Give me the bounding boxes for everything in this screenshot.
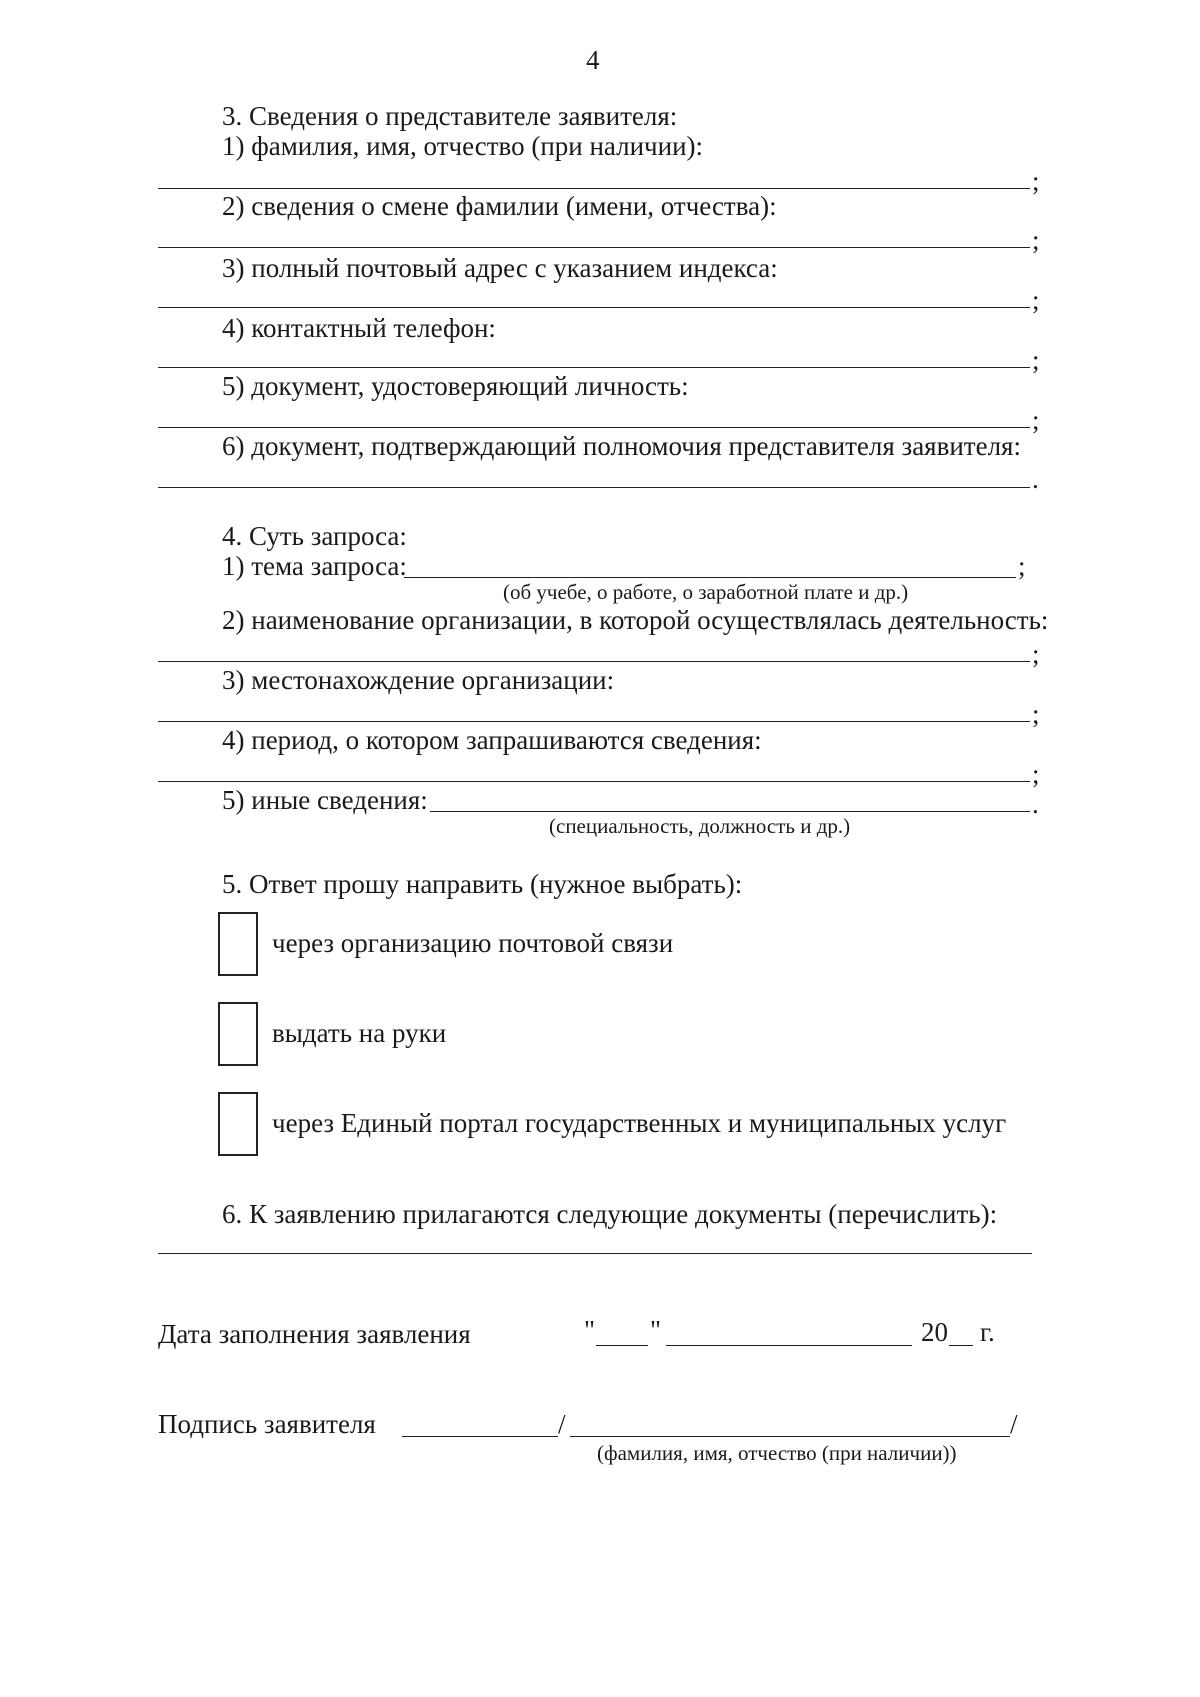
section3-item-1-line[interactable] xyxy=(158,188,1030,189)
semicolon: ; xyxy=(1032,225,1040,255)
section3-item-2-label: 2) сведения о смене фамилии (имени, отчества): xyxy=(222,191,777,221)
section4-heading: 4. Суть запроса: xyxy=(222,521,407,551)
date-year-line[interactable] xyxy=(949,1345,973,1346)
section5-heading: 5. Ответ прошу направить (нужное выбрать): xyxy=(222,869,743,899)
section3-item-2-line[interactable] xyxy=(158,247,1030,248)
period: . xyxy=(1032,789,1039,819)
checkbox-portal[interactable] xyxy=(218,1092,258,1156)
other-info-label: 5) иные сведения: xyxy=(222,785,428,815)
section3-item-6-line[interactable] xyxy=(158,487,1030,488)
page-number: 4 xyxy=(586,45,600,75)
org-name-line[interactable] xyxy=(158,661,1030,662)
semicolon: ; xyxy=(1032,405,1040,435)
other-info-line[interactable] xyxy=(430,811,1030,812)
org-location-line[interactable] xyxy=(158,721,1030,722)
date-day-line[interactable] xyxy=(596,1345,648,1346)
checkbox-in-person[interactable] xyxy=(218,1002,258,1066)
attachments-line[interactable] xyxy=(158,1253,1032,1254)
period-line[interactable] xyxy=(158,781,1030,782)
topic-label: 1) тема запроса: xyxy=(222,551,407,581)
signature-slash: / xyxy=(1010,1409,1018,1439)
section3-item-5-line[interactable] xyxy=(158,427,1030,428)
signature-hint: (фамилия, имя, отчество (при наличии)) xyxy=(597,1441,957,1465)
date-label: Дата заполнения заявления xyxy=(158,1319,471,1349)
org-name-label: 2) наименование организации, в которой осуществлялась деятельность: xyxy=(222,605,1049,635)
date-year-suffix: г. xyxy=(980,1317,995,1347)
semicolon: ; xyxy=(1032,699,1040,729)
option-in-person-label: выдать на руки xyxy=(272,1018,447,1048)
signature-label: Подпись заявителя xyxy=(158,1409,376,1439)
section3-item-6-label: 6) документ, подтверждающий полномочия представителя заявителя: xyxy=(222,431,1021,461)
topic-hint: (об учебе, о работе, о заработной плате и др.) xyxy=(503,580,909,604)
option-portal-label: через Единый портал государственных и муниципальных услуг xyxy=(272,1108,1007,1138)
section3-item-3-line[interactable] xyxy=(158,307,1030,308)
section3-item-4-line[interactable] xyxy=(158,367,1030,368)
signature-name-line[interactable] xyxy=(570,1436,1010,1437)
semicolon: ; xyxy=(1032,166,1040,196)
period: . xyxy=(1032,464,1039,494)
signature-slash: / xyxy=(558,1409,566,1439)
section3-item-5-label: 5) документ, удостоверяющий личность: xyxy=(222,371,689,401)
semicolon: ; xyxy=(1032,345,1040,375)
semicolon: ; xyxy=(1032,639,1040,669)
semicolon: ; xyxy=(1032,759,1040,789)
section3-item-3-label: 3) полный почтовый адрес с указанием индекса: xyxy=(222,253,778,283)
option-post-label: через организацию почтовой связи xyxy=(272,928,674,958)
section6-heading: 6. К заявлению прилагаются следующие документы (перечислить): xyxy=(222,1199,998,1229)
org-location-label: 3) местонахождение организации: xyxy=(222,665,615,695)
date-quote-close: " xyxy=(650,1315,662,1345)
date-month-line[interactable] xyxy=(666,1345,912,1346)
topic-line[interactable] xyxy=(404,577,1016,578)
section3-item-4-label: 4) контактный телефон: xyxy=(222,313,496,343)
date-year-prefix: 20 xyxy=(921,1317,948,1347)
semicolon: ; xyxy=(1018,551,1026,581)
semicolon: ; xyxy=(1032,285,1040,315)
checkbox-post[interactable] xyxy=(218,912,258,976)
period-label: 4) период, о котором запрашиваются сведения: xyxy=(222,725,762,755)
signature-line[interactable] xyxy=(402,1436,558,1437)
section3-item-1-label: 1) фамилия, имя, отчество (при наличии): xyxy=(222,131,704,161)
section3-heading: 3. Сведения о представителе заявителя: xyxy=(222,101,678,131)
date-quote-open: " xyxy=(584,1315,596,1345)
other-info-hint: (специальность, должность и др.) xyxy=(549,814,851,838)
